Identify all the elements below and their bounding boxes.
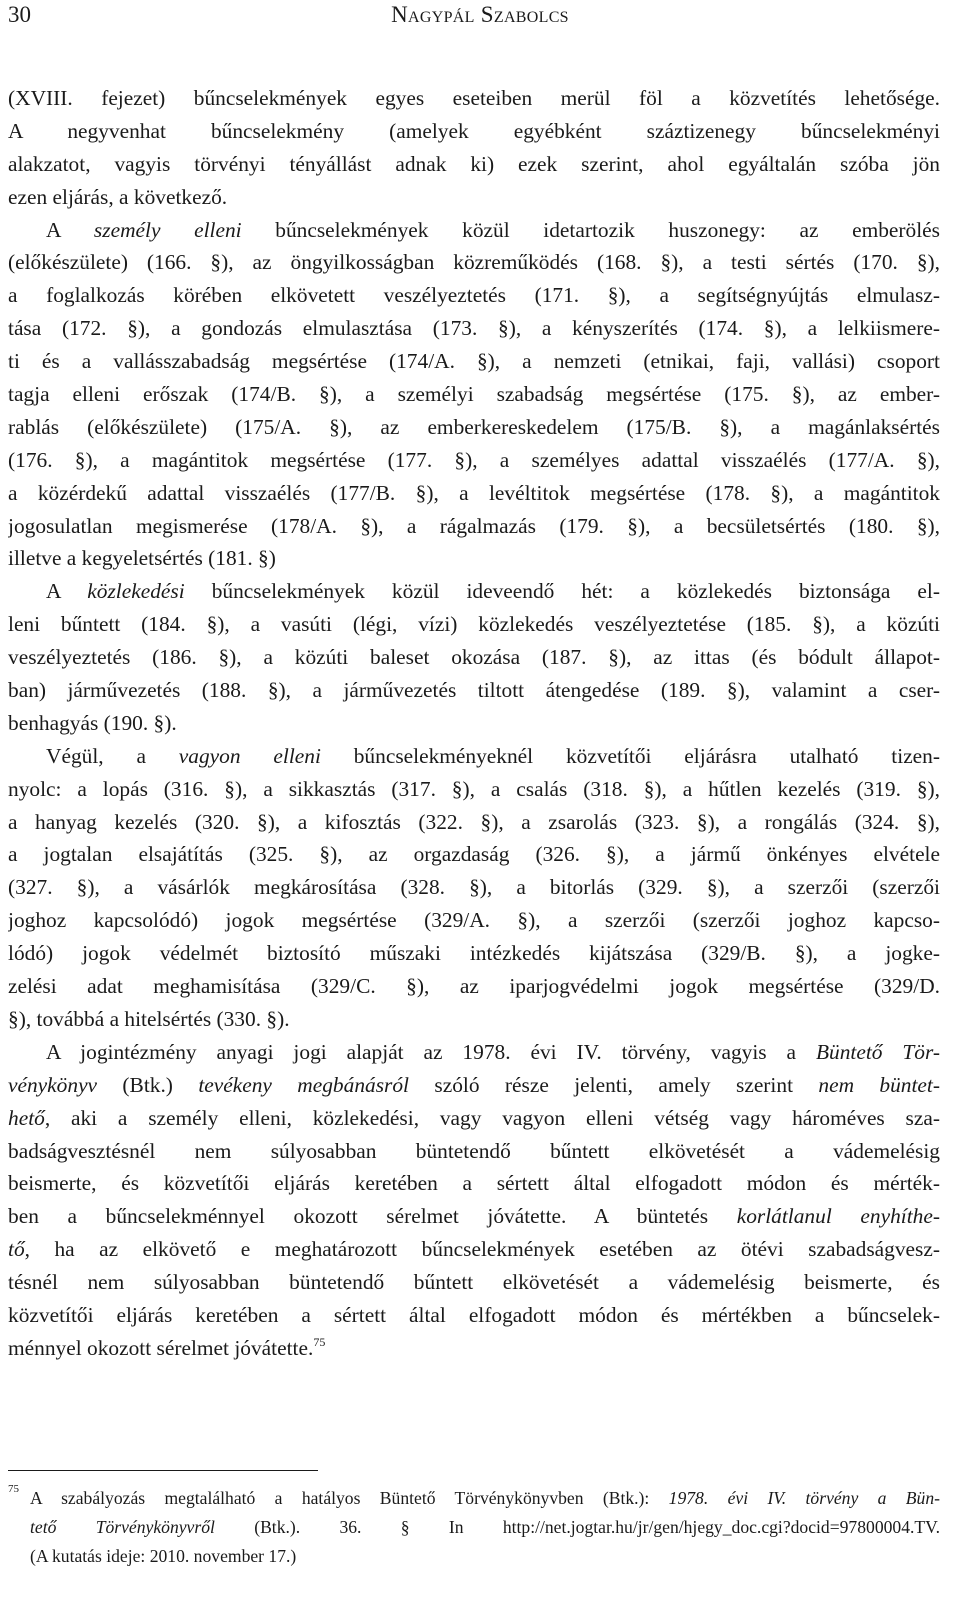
body-line: nyolc: a lopás (316. §), a sikkasztás (317. §), a csalás (318. §), a hűtlen kezelés (319. §),	[8, 776, 940, 801]
body-line: a foglalkozás körében elkövetett veszélyeztetés (171. §), a segítségnyújtás elmulasz-	[8, 283, 940, 308]
body-line: A közlekedési bűncselekmények közül ideveendő hét: a közlekedés biztonsága el-	[46, 579, 940, 604]
emphasis: tő	[8, 1237, 25, 1262]
body-line: beismerte, és közvetítői eljárás keretében a sértett által elfogadott módon és mérték-	[8, 1171, 940, 1196]
body-line: a közérdekű adattal visszaélés (177/B. §), a levéltitok megsértése (178. §), a magántitok	[8, 480, 940, 505]
body-line: A személy elleni bűncselekmények közül idetartozik huszonegy: az emberölés	[46, 217, 940, 242]
body-line: benhagyás (190. §).	[8, 710, 177, 735]
body-line: tésnél nem súlyosabban büntetendő bűntett elkövetését a vádemelésig beismerte, és	[8, 1270, 940, 1295]
body-line: A negyvenhat bűncselekmény (amelyek egyébként száztizenegy bűncselekményi	[8, 118, 940, 143]
emphasis: közlekedési	[87, 579, 185, 604]
body-line: tagja elleni erőszak (174/B. §), a személyi szabadság megsértése (175. §), az ember-	[8, 382, 940, 407]
body-line: badságvesztésnél nem súlyosabban büntetendő bűntett elkövetését a vádemelésig	[8, 1138, 940, 1163]
footnote-line: (A kutatás ideje: 2010. november 17.)	[30, 1546, 297, 1566]
emphasis: korlátlanul enyhíthe-	[736, 1204, 940, 1229]
body-line: alakzatot, vagyis törvényi tényállást adnak ki) ezek szerint, ahol egyáltalán szóba jön	[8, 151, 940, 176]
page-number: 30	[8, 2, 31, 27]
body-line: lódó) jogok védelmét biztosító műszaki intézkedés kijátszása (329/B. §), a jogke-	[8, 941, 940, 966]
emphasis: hető	[8, 1105, 45, 1130]
footnote-separator	[8, 1470, 318, 1471]
footnote-number: 75	[8, 1483, 19, 1495]
body-line: (176. §), a magántitok megsértése (177. §), a személyes adattal visszaélés (177/A. §),	[8, 447, 940, 472]
emphasis: Büntető Tör-	[815, 1039, 940, 1064]
body-text	[8, 82, 940, 1365]
emphasis: 1978. évi IV. törvény a Bün-	[668, 1488, 940, 1508]
body-line: (327. §), a vásárlók megkárosítása (328. §), a bitorlás (329. §), a szerzői (szerzői	[8, 875, 940, 900]
emphasis: vénykönyv	[8, 1072, 98, 1097]
body-line: a hanyag kezelés (320. §), a kifosztás (322. §), a zsarolás (323. §), a rongálás (324. §),	[8, 809, 940, 834]
running-head: Nagypál Szabolcs	[391, 2, 569, 27]
body-line: A jogintézmény anyagi jogi alapját az 1978. évi IV. törvény, vagyis a Büntető Tör-	[46, 1039, 940, 1064]
body-line: ti és a vallásszabadság megsértése (174/A. §), a nemzeti (etnikai, faji, vallási) csoport	[8, 349, 940, 374]
footnote-line: A szabályozás megtalálható a hatályos Büntető Törvénykönyvben (Btk.): 1978. évi IV. törvény a Bün-	[30, 1488, 940, 1508]
body-line: ménnyel okozott sérelmet jóvátette.$^{75}$	[8, 1334, 326, 1360]
body-line: tása (172. §), a gondozás elmulasztása (173. §), a kényszerítés (174. §), a lelkiismere-	[8, 316, 940, 341]
body-line: tő, ha az elkövető e meghatározott bűncselekmények esetében az ötévi szabadságvesz-	[8, 1237, 940, 1262]
body-line: ban) járművezetés (188. §), a járművezetés tiltott átengedése (189. §), valamint a cser-	[8, 678, 940, 703]
emphasis: tető Törvénykönyvről	[30, 1517, 215, 1537]
body-line: §), továbbá a hitelsértés (330. §).	[8, 1006, 290, 1031]
body-line: (XVIII. fejezet) bűncselekmények egyes eseteiben merül föl a közvetítés lehetősége.	[8, 86, 940, 110]
emphasis: nem büntet-	[818, 1072, 940, 1097]
emphasis: vagyon elleni	[178, 743, 321, 768]
body-line: Végül, a vagyon elleni bűncselekményeknél közvetítői eljárásra utalható tizen-	[46, 743, 940, 768]
emphasis: tevékeny megbánásról	[198, 1072, 409, 1097]
footnote-reference[interactable]: 75	[313, 1334, 326, 1349]
body-line: illetve a kegyeletsértés (181. §)	[8, 546, 276, 571]
body-line: veszélyeztetés (186. §), a közúti baleset okozása (187. §), az ittas (és bódult állapot-	[8, 645, 940, 670]
body-line: leni bűntett (184. §), a vasúti (légi, vízi) közlekedés veszélyeztetése (185. §), a közúti	[8, 612, 940, 637]
body-line: jogosulatlan megismerése (178/A. §), a rágalmazás (179. §), a becsületsértés (180. §),	[8, 513, 940, 538]
footnote	[8, 1484, 940, 1571]
body-line: joghoz kapcsolódó) jogok megsértése (329/A. §), a szerzői (szerzői joghoz kapcso-	[8, 908, 940, 933]
footnote-line: tető Törvénykönyvről (Btk.). 36. § In http://net.jogtar.hu/jr/gen/hjegy_doc.cgi?docid=97800004.TV.	[30, 1517, 940, 1537]
page-header	[0, 0, 960, 40]
body-line: hető, aki a személy elleni, közlekedési, vagy vagyon elleni vétség vagy hároméves sza-	[8, 1105, 940, 1130]
body-line: zelési adat meghamisítása (329/C. §), az iparjogvédelmi jogok megsértése (329/D.	[8, 974, 940, 999]
body-line: (előkészülete) (166. §), az öngyilkosságban közreműködés (168. §), a testi sértés (170. §),	[8, 250, 940, 275]
emphasis: személy elleni	[93, 217, 242, 242]
body-line: ezen eljárás, a következő.	[8, 184, 228, 209]
body-line: a jogtalan elsajátítás (325. §), az orgazdaság (326. §), a jármű önkényes elvétele	[8, 842, 940, 867]
body-line: közvetítői eljárás keretében a sértett által elfogadott módon és mértékben a bűncselek-	[8, 1302, 940, 1327]
body-line: vénykönyv (Btk.) tevékeny megbánásról szóló része jelenti, amely szerint nem büntet-	[8, 1072, 940, 1097]
body-line: ben a bűncselekménnyel okozott sérelmet jóvátette. A büntetés korlátlanul enyhíthe-	[8, 1204, 940, 1229]
body-line: rablás (előkészülete) (175/A. §), az emberkereskedelem (175/B. §), a magánlaksértés	[8, 414, 940, 439]
